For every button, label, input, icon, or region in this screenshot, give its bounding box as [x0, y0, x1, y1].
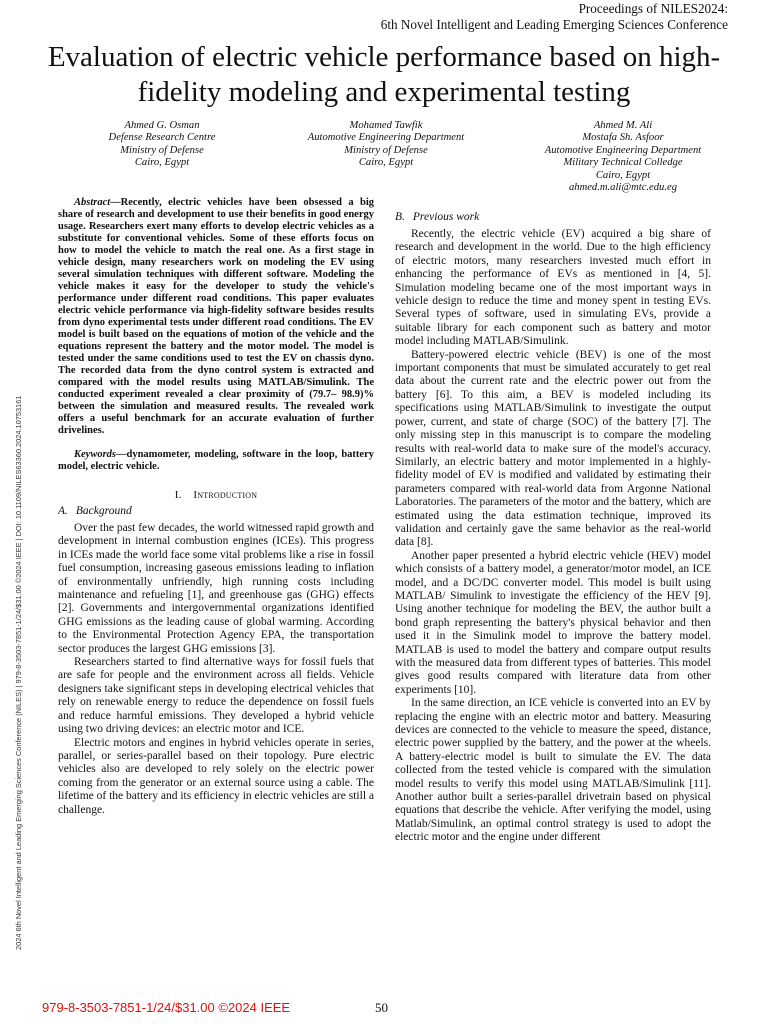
- conference-line-2: 6th Novel Intelligent and Leading Emerging Sciences Conference: [380, 16, 728, 32]
- conference-line-1: Proceedings of NILES2024:: [578, 1, 728, 16]
- abstract: [58, 197, 374, 437]
- keywords-text: —dynamometer, modeling, software in the loop, battery model, electric vehicle.: [58, 449, 374, 472]
- side-doi-text: 2024 6th Novel Intelligent and Leading Emerging Sciences Conference (NILES) | 979-8-3503-7851-1/24/$31.00 ©2024 IEEE | DOI: 10.1109/NILES63360.2024.10753161: [14, 395, 23, 950]
- subsection-number: A.: [58, 505, 68, 517]
- section-heading-introduction: [58, 489, 374, 501]
- author-name: Ahmed M. Ali: [593, 120, 653, 131]
- author-block-3: [528, 120, 718, 194]
- abstract-text: —Recently, electric vehicles have been obsessed a big share of research and development to use their benefits in good energy usage. Researchers exert many efforts to develop electric vehicles as a substitute for conventional vehicles. Some of these efforts focus on how to model the vehicle to match the real one. As a first stage in vehicle design, many researchers work on modeling the EV using several simulation techniques with different software. Modeling the vehicle makes it easy for the developer to study the vehicle's performance under different road conditions. This paper evaluates electric vehicle performance via high-fidelity software besides results from dyno experimental tests under different road conditions. The EV model is built based on the equations of motion of the vehicle and the equations represent the battery and the motor model. The model is tested under the same conditions used to test the EV on chassis dyno. The recorded data from the dyno control system is extracted and compared with the model results using MATLAB/Simulink. The conducted experiment revealed a clear proximity of (79.7– 98.9)% between the simulation and measured results. The revealed work offers a useful benchmark for an accurate evaluation of further drivelines.: [58, 197, 374, 436]
- right-column: [395, 209, 711, 845]
- left-column: [58, 197, 374, 817]
- author-email[interactable]: ahmed.m.ali@mtc.edu.eg: [568, 182, 677, 194]
- author-block-1: [88, 120, 236, 170]
- body-paragraph: Researchers started to find alternative ways for fossil fuels that are safe for people and the environment across all fields. Vehicle designers take significant steps in developing electrical vehicles that rely on renewable energy to reduce the dependence on fossil fuels and reduce harmful emissions. They developed a hybrid vehicle using two driving devices: an electric motor and ICE.: [58, 656, 374, 736]
- author-location: Cairo, Egypt: [595, 169, 651, 181]
- author-organization: Ministry of Defense: [344, 144, 428, 156]
- author-location: Cairo, Egypt: [358, 157, 414, 169]
- author-organization: Ministry of Defense: [120, 144, 204, 156]
- author-name: Ahmed G. Osman: [124, 120, 200, 131]
- conference-header: [381, 1, 728, 32]
- section-title: Introduction: [193, 489, 258, 501]
- author-location: Cairo, Egypt: [134, 157, 190, 169]
- subsection-title: Previous work: [412, 211, 480, 223]
- body-paragraph: Recently, the electric vehicle (EV) acquired a big share of research and development in the world. Due to the high efficiency of electric motors, many researchers invested much effort in enhancing the performance of EVs as mentioned in [4, 5]. Simulation modeling became one of the most important ways in vehicle design to reduce the time and money spent in testing EVs. Several types of software, used in simulating EVs, provide a suitable library for each component such as battery and motor model including MATLAB/Simulink.: [395, 228, 711, 348]
- section-number: I.: [174, 489, 182, 501]
- author-block-2: [300, 120, 472, 170]
- body-paragraph: Over the past few decades, the world witnessed rapid growth and development in internal combustion engines (ICEs). This progress in ICEs made the world face some vital problems like a rise in fossil fuel consumption, increasing gaseous emissions leading to inflation of environmentally unfriendly, high running costs including maintenance and refueling [1], and greenhouse gas (GHG) effects [2]. Governments and intergovernmental organizations identified GHG emissions as the leading cause of global warming. According to the Environmental Protection Agency EPA, the transportation sector produces the largest GHG emissions [3].: [58, 522, 374, 655]
- body-paragraph: In the same direction, an ICE vehicle is converted into an EV by replacing the engine with an electric motor and battery. Measuring devices are connected to the vehicle to measure the speed, distance, electric power supplied by the battery, and the power at the wheels. A battery-electric model is built to simulate the EV. The data collected from the tested vehicle is compared with the simulation model results to verify this model using MATLAB/Simulink [11]. Another author built a series-parallel drivetrain based on physical equations that describe the vehicle. After verifying the model, using Matlab/Simulink, an optimal control strategy is used to adopt the electric motor and the engine under different: [395, 697, 711, 844]
- subsection-number: B.: [395, 211, 405, 223]
- keywords-lead: Keywords: [74, 449, 116, 460]
- author-organization: Military Technical Colledge: [563, 157, 683, 169]
- body-paragraph: Electric motors and engines in hybrid vehicles operate in series, parallel, or series-parallel based on their topology. Pure electric vehicles also are developed to rely solely on the electric power coming from the generator or an external source using a cable. The lifetime of the battery and its efficiency in electric vehicles are still a challenge.: [58, 736, 374, 816]
- author-name: Mohamed Tawfik: [349, 120, 423, 131]
- subsection-heading-previous-work: [395, 211, 711, 223]
- body-paragraph: Another paper presented a hybrid electric vehicle (HEV) model which consists of a battery model, a generator/motor model, an ICE model, and a DC/DC converter model. This model is built using MATLAB/ Simulink to investigate the efficiency of the HEV [9]. Using another technique for modeling the BEV, the author built a bond graph representing the battery's physical behavior and then used it in the Simulink model to improve the battery model. MATLAB is used to model the battery and compare output results with the measured data from different types of batteries. This model gives good results compared with literature data from other experiments [10].: [395, 549, 711, 696]
- author-name: Mostafa Sh. Asfoor: [582, 132, 664, 144]
- author-affiliation: Automotive Engineering Department: [307, 132, 465, 144]
- subsection-title: Background: [75, 505, 132, 517]
- author-affiliation: Automotive Engineering Department: [544, 144, 702, 156]
- copyright-footer: 979-8-3503-7851-1/24/$31.00 ©2024 IEEE: [42, 1000, 291, 1015]
- body-paragraph: Battery-powered electric vehicle (BEV) is one of the most important components that must be simulated accurately to get real data about the current rate and the electric power out from the battery [6]. To this aim, a BEV is modeled including its specifications using MATLAB/Simulink to investigate the output power, current, and state of charge (SOC) of the battery [7]. The only missing step in this manuscript is to compare the modeling results with real-world data to make sure of the model's accuracy. Similarly, an electric battery and motor implemented in a highly-fidelity model of EV is modified and validated by estimating their parameters compared with real-world data from Argonne National Laboratories. The parameters of the motor and the battery, which are estimated using the data estimation technique, improved its validation and certainly gave the same behavior as the real-world data [8].: [395, 348, 711, 549]
- paper-title: Evaluation of electric vehicle performance based on high-fidelity modeling and experimental testing: [47, 41, 721, 108]
- subsection-heading-background: [58, 505, 374, 517]
- author-affiliation: Defense Research Centre: [108, 132, 216, 144]
- page-number: 50: [375, 1000, 388, 1015]
- keywords: [58, 449, 374, 473]
- abstract-lead: Abstract: [74, 197, 111, 208]
